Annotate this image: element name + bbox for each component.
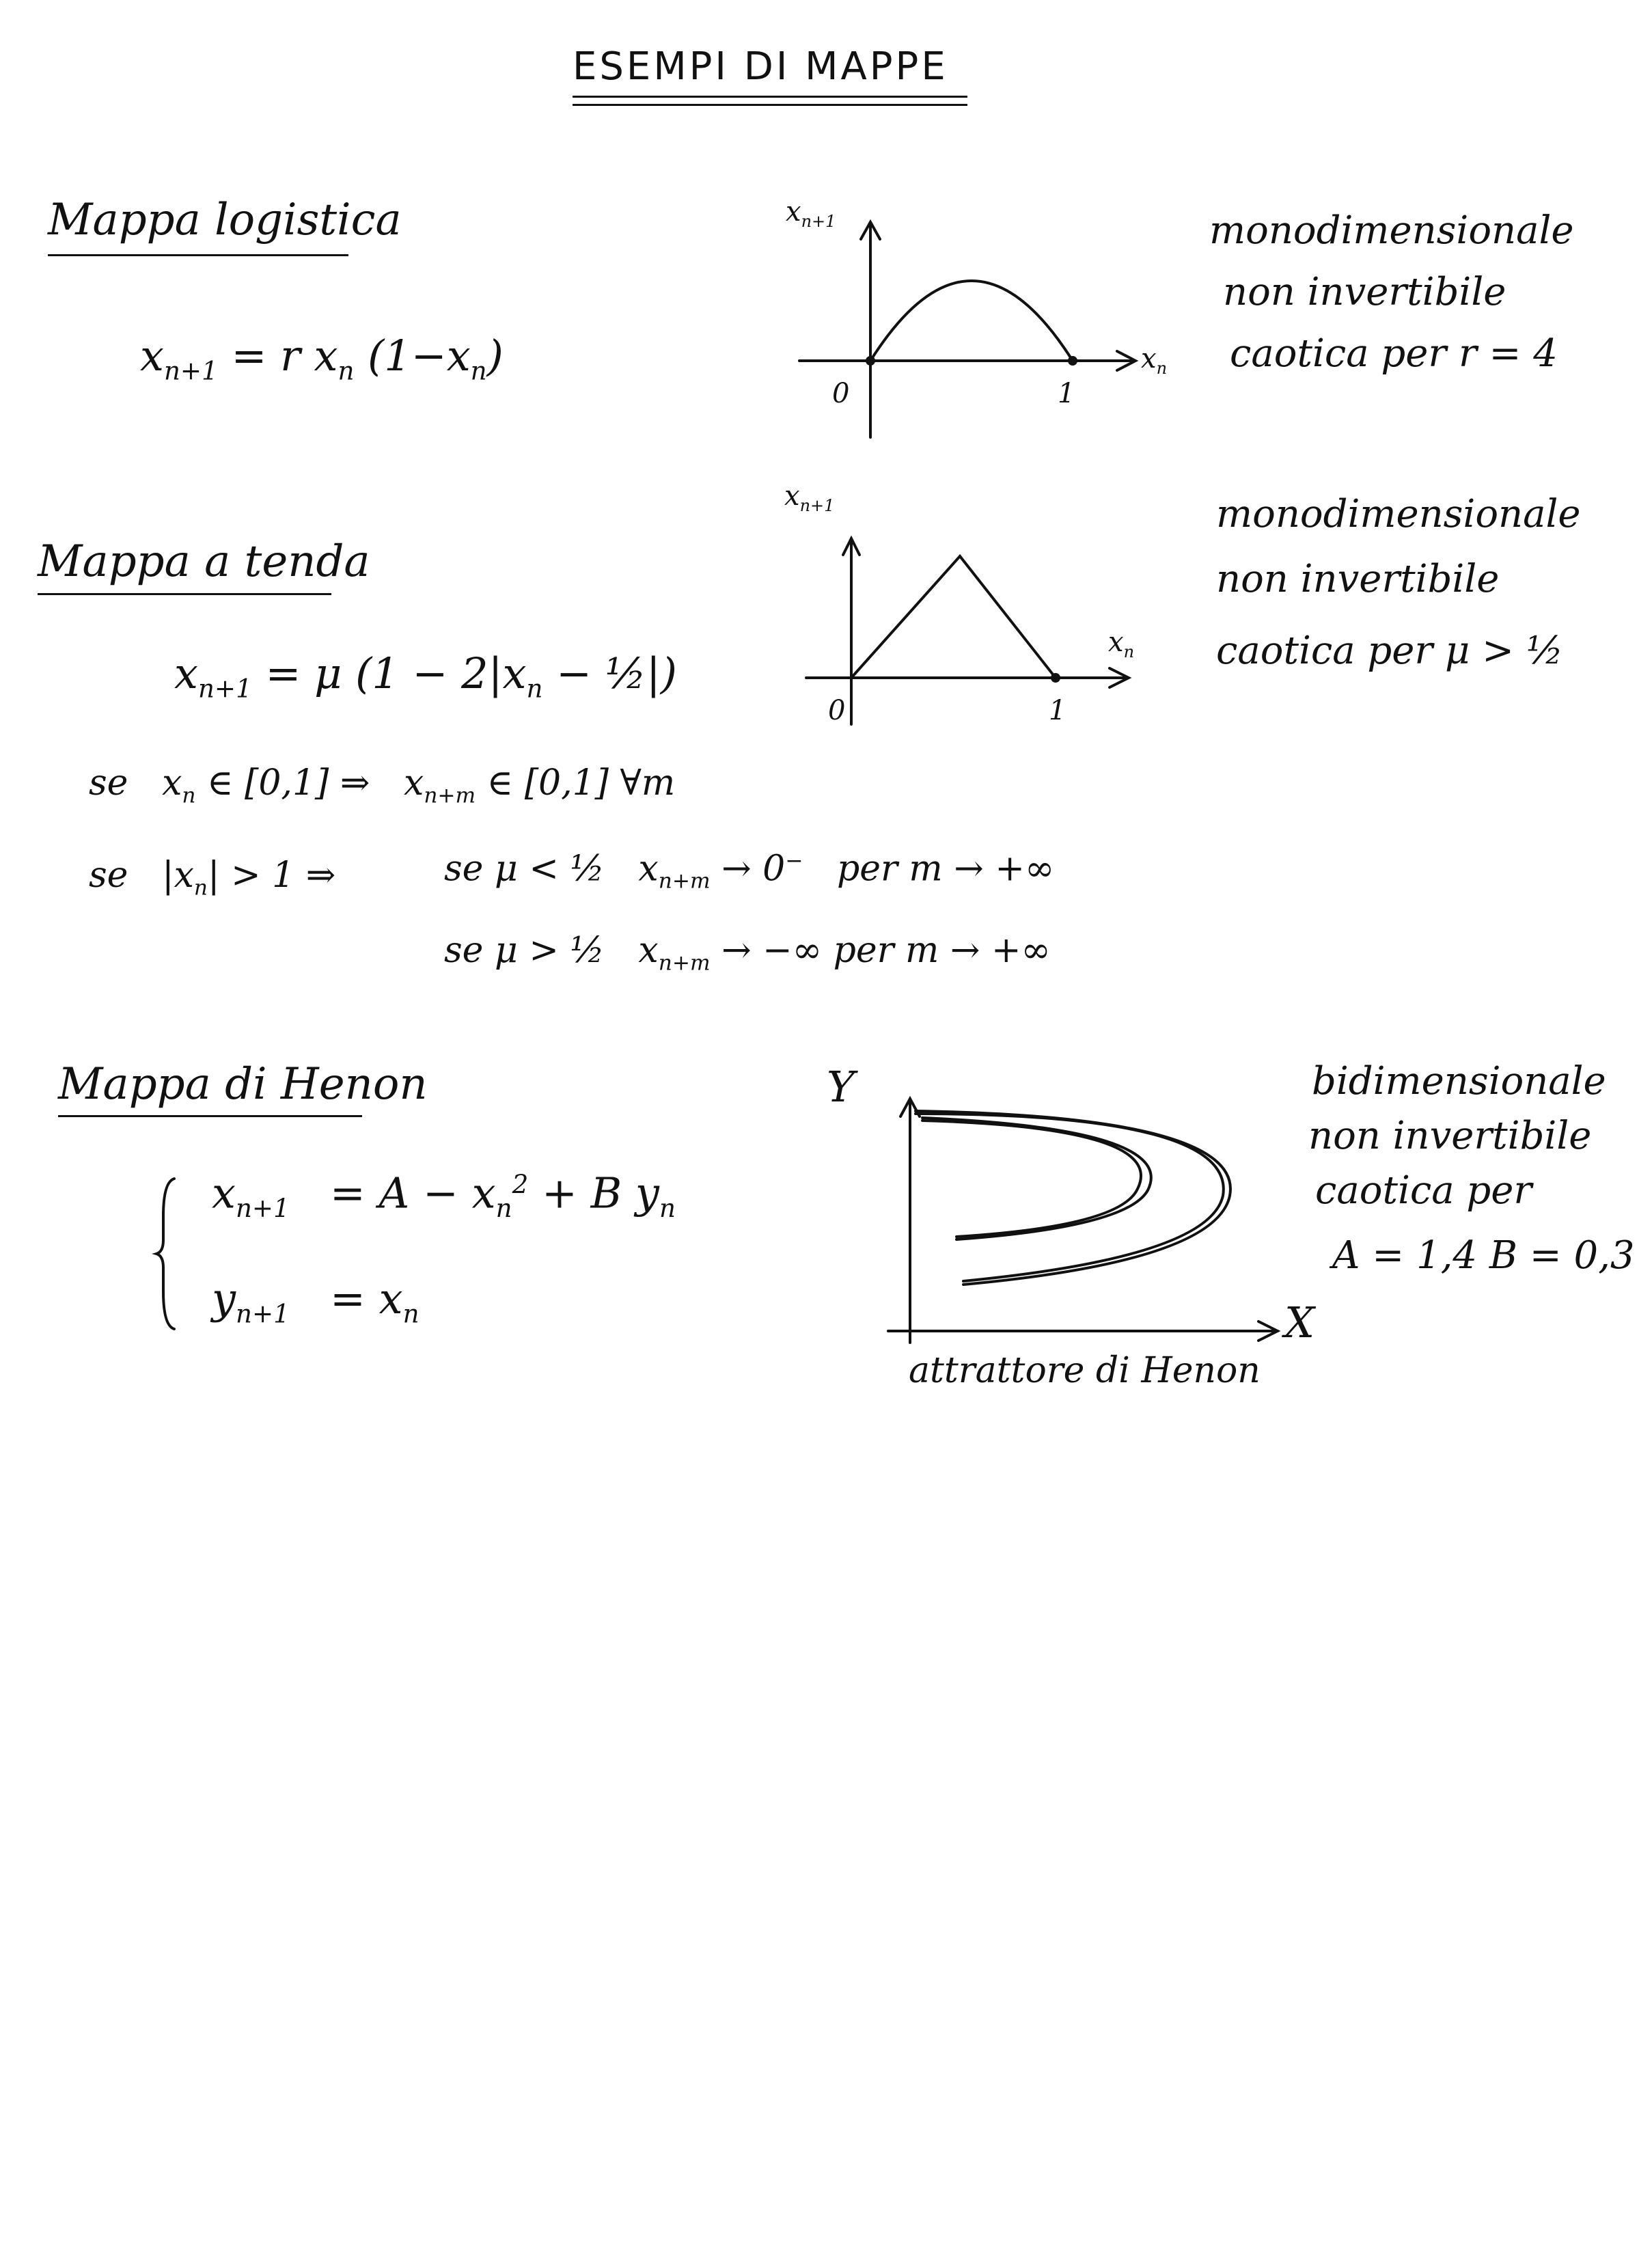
henon-eq-1-rhs-sub: n xyxy=(495,1193,512,1224)
tent-eq-rhs: = μ (1 − 2|x xyxy=(265,648,527,698)
tent-plot-xlabel: $x_n$ xyxy=(1108,627,1135,661)
logistic-prop-2: non invertibile xyxy=(1223,270,1506,314)
tent-rule-2-case-2 xyxy=(444,930,1051,976)
henon-attractor-inner xyxy=(922,1121,1141,1237)
tent-case-2-cond: se μ > ½ xyxy=(444,930,605,971)
logistic-prop-3: caotica per r = 4 xyxy=(1230,331,1558,376)
tent-case-1-cond: se μ < ½ xyxy=(444,848,605,890)
henon-heading: Mappa di Henon xyxy=(58,1059,428,1110)
henon-eq-2-rhs: = x xyxy=(329,1274,403,1323)
henon-eq-1-lhs: x xyxy=(212,1168,236,1218)
logistic-eq-rhs-sub: n xyxy=(338,355,355,386)
tent-case-1-limit: → 0 xyxy=(721,848,786,890)
henon-system-brace xyxy=(154,1175,181,1332)
logistic-eq-tail-sub: n xyxy=(470,355,487,386)
logistic-plot-ylabel: $x_{n+1}$ xyxy=(786,196,836,231)
henon-prop-2: non invertibile xyxy=(1308,1114,1592,1158)
henon-eq-1-rhs-sup: 2 xyxy=(512,1169,529,1199)
tent-rule-2-abs-sub: n xyxy=(193,875,208,901)
henon-eq-2-lhs-sub: n+1 xyxy=(236,1298,290,1329)
tent-rule-1-se: se xyxy=(89,763,128,804)
logistic-tick-1: 1 xyxy=(1058,378,1075,409)
henon-eq-2 xyxy=(212,1274,419,1329)
henon-attractor-outer-2 xyxy=(916,1111,1230,1285)
tent-prop-3: caotica per μ > ½ xyxy=(1216,629,1564,673)
tent-prop-1: monodimensionale xyxy=(1216,492,1581,536)
title-underline-2 xyxy=(573,104,967,106)
tent-rule-2-cond: | > 1 ⇒ xyxy=(208,855,336,896)
tent-tick-1: 1 xyxy=(1049,695,1066,726)
henon-prop-1: bidimensionale xyxy=(1312,1059,1606,1103)
tent-eq-lhs-sub: n+1 xyxy=(197,673,252,704)
logistic-tick-0: 0 xyxy=(832,378,850,409)
henon-plot-xlabel: X xyxy=(1284,1298,1315,1347)
tent-case-1-per: per m → +∞ xyxy=(836,848,1055,890)
tent-rule-1-result: ∈ [0,1] ∀m xyxy=(486,763,676,804)
henon-eq-1-rhs: = A − x xyxy=(329,1168,496,1218)
page-title: ESEMPI DI MAPPE xyxy=(573,44,948,89)
henon-plot xyxy=(868,1073,1305,1360)
tent-heading-underline xyxy=(38,593,331,595)
tent-rule-1-interval: ∈ [0,1] ⇒ xyxy=(207,763,370,804)
henon-prop-4: A = 1,4 B = 0,3 xyxy=(1332,1233,1635,1278)
henon-eq-2-lhs: y xyxy=(212,1274,236,1323)
logistic-point-0 xyxy=(866,356,875,366)
henon-eq-1 xyxy=(212,1168,676,1224)
tent-equation xyxy=(174,648,677,704)
henon-attractor-inner-2 xyxy=(922,1118,1151,1239)
tent-rule-2-se: se xyxy=(89,855,128,896)
tent-prop-2: non invertibile xyxy=(1216,557,1500,601)
henon-plot-caption: attrattore di Henon xyxy=(909,1350,1261,1391)
tent-rule-1 xyxy=(89,765,675,807)
henon-prop-3: caotica per xyxy=(1315,1168,1532,1213)
logistic-prop-1: monodimensionale xyxy=(1209,208,1574,253)
tent-eq-rhs-sub: n xyxy=(526,673,543,704)
logistic-heading: Mappa logistica xyxy=(48,195,402,245)
logistic-eq-tail: (1−x xyxy=(368,331,471,381)
logistic-plot xyxy=(786,205,1168,451)
logistic-point-1 xyxy=(1068,356,1077,366)
henon-eq-1-tail-sub: n xyxy=(659,1193,676,1224)
henon-heading-underline xyxy=(58,1115,362,1117)
tent-eq-lhs: x xyxy=(174,648,198,698)
logistic-heading-underline xyxy=(48,254,348,256)
tent-rule-2-abs: |x xyxy=(162,855,194,896)
tent-eq-tail: − ½|) xyxy=(542,648,677,698)
tent-tick-0: 0 xyxy=(828,695,846,726)
tent-case-2-limit: → −∞ per m → +∞ xyxy=(721,930,1051,971)
tent-case-2-x-sub: n+m xyxy=(658,950,711,976)
tent-rule-2-case-1 xyxy=(444,848,1055,894)
tent-rule-2 xyxy=(89,855,336,901)
tent-case-1-x-sub: n+m xyxy=(658,868,711,894)
henon-plot-ylabel: Y xyxy=(827,1062,855,1112)
logistic-eq-rhs: = r x xyxy=(231,331,338,381)
tent-heading: Mappa a tenda xyxy=(38,536,370,587)
tent-rule-1-x: x xyxy=(162,763,182,804)
tent-triangle xyxy=(851,556,1056,678)
tent-rule-1-xnm: x xyxy=(404,763,424,804)
tent-case-1-x: x xyxy=(638,848,659,890)
title-underline xyxy=(573,96,967,98)
logistic-plot-xlabel: $x_n$ xyxy=(1141,343,1168,378)
tent-point-1 xyxy=(1051,673,1060,683)
tent-case-2-x: x xyxy=(638,930,659,971)
henon-attractor-outer xyxy=(916,1114,1224,1281)
logistic-equation xyxy=(140,331,504,386)
henon-eq-1-tail: + B y xyxy=(528,1168,659,1218)
henon-eq-2-rhs-sub: n xyxy=(402,1298,419,1329)
logistic-parabola xyxy=(870,281,1073,361)
tent-rule-1-xnm-sub: n+m xyxy=(424,783,476,808)
logistic-eq-lhs-sub: n+1 xyxy=(163,355,218,386)
henon-eq-1-lhs-sub: n+1 xyxy=(235,1193,290,1224)
tent-plot-ylabel: $x_{n+1}$ xyxy=(784,480,835,515)
tent-case-1-limit-sup: − xyxy=(785,849,803,873)
tent-rule-1-x-sub: n xyxy=(182,783,196,808)
logistic-eq-lhs: x xyxy=(140,331,164,381)
logistic-eq-close: ) xyxy=(486,331,504,381)
